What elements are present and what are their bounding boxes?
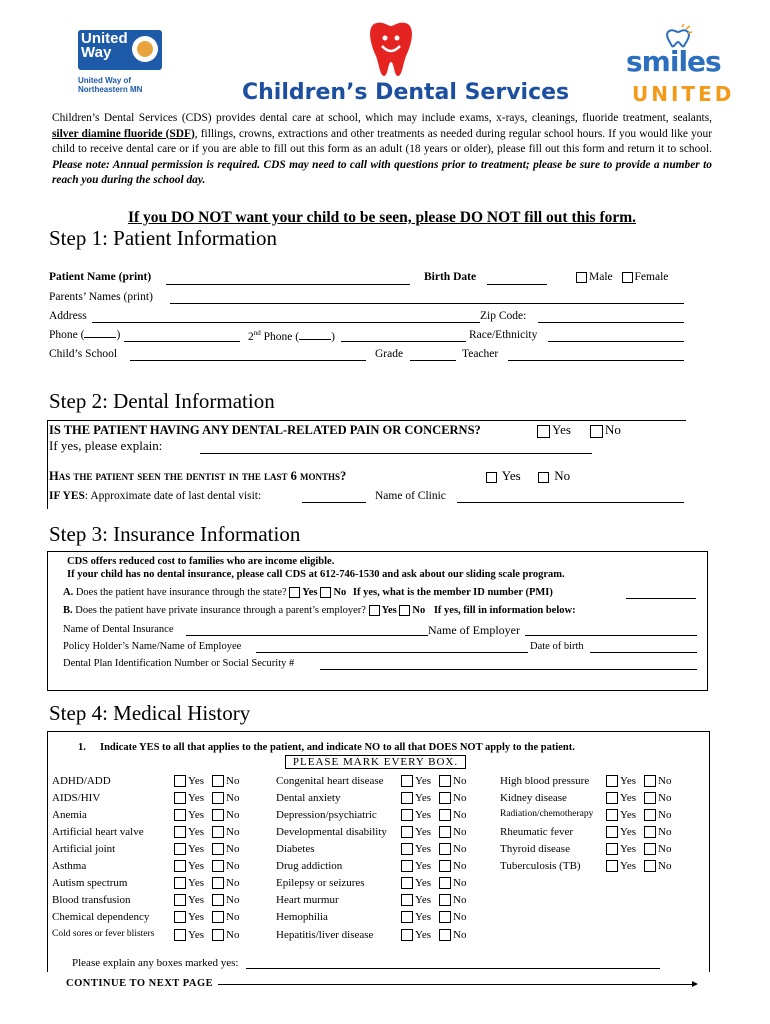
yes-checkbox[interactable] (174, 775, 186, 787)
yes-checkbox[interactable] (401, 894, 413, 906)
pmi-label: If yes, what is the member ID number (PMI) (352, 587, 553, 598)
pmi-field[interactable] (626, 598, 696, 599)
yes-checkbox[interactable] (606, 809, 618, 821)
no-label: No (453, 860, 467, 872)
yes-no-options (401, 877, 466, 889)
last-visit-text: : Approximate date of last dental visit: (84, 490, 262, 502)
sex-options (576, 271, 668, 283)
phone2-area-field[interactable] (299, 339, 331, 340)
policy-holder-label: Policy Holder’s Name/Name of Employee (63, 641, 242, 652)
step3-heading: Step 3: Insurance Information (49, 522, 301, 546)
condition-label: Developmental disability (276, 826, 387, 838)
intro-part2: , fillings, crowns, extractions and other treatments as needed during regular school hours. If you would like your child to receive dental care or if you are able to fill out this form as an adult (18 years or older), please fill out this form and return it to school. (52, 127, 712, 155)
address-field[interactable] (92, 322, 480, 323)
step4-heading: Step 4: Medical History (49, 701, 251, 725)
yes-checkbox[interactable] (401, 843, 413, 855)
female-label: Female (634, 271, 669, 283)
a-question: Does the patient have insurance through the state? (73, 587, 287, 598)
yes-label: Yes (188, 843, 205, 855)
male-checkbox[interactable] (576, 272, 587, 283)
no-label: No (226, 877, 240, 889)
zip-field[interactable] (538, 322, 684, 323)
yes-checkbox[interactable] (174, 792, 186, 804)
no-label: No (453, 843, 467, 855)
yes-checkbox[interactable] (174, 929, 186, 941)
yes-no-options (401, 894, 466, 906)
no-label: No (658, 860, 672, 872)
no-label: No (453, 775, 467, 787)
zip-label: Zip Code: (480, 310, 527, 322)
yes-label: Yes (415, 826, 432, 838)
page-title: Children’s Dental Services (242, 80, 570, 105)
condition-label: Asthma (52, 860, 87, 872)
private-no-checkbox[interactable] (399, 605, 410, 616)
yes-label: Yes (415, 792, 432, 804)
phone-label (49, 329, 120, 341)
grade-label: Grade (375, 348, 404, 360)
yes-label: Yes (620, 809, 637, 821)
yes-no-options (174, 826, 239, 838)
state-yes-label: Yes (302, 587, 318, 598)
condition-label: Rheumatic fever (500, 826, 573, 838)
plan-id-field[interactable] (320, 669, 697, 670)
no-label: No (226, 826, 240, 838)
yes-no-options (606, 775, 671, 787)
step1-heading: Step 1: Patient Information (49, 226, 278, 250)
male-label: Male (589, 271, 613, 283)
no-checkbox[interactable] (439, 826, 451, 838)
pain-no-checkbox[interactable] (590, 425, 603, 438)
yes-no-options (606, 843, 671, 855)
condition-label: Blood transfusion (52, 894, 131, 906)
yes-no-options (401, 792, 466, 804)
phone2-label (248, 329, 335, 343)
yes-label: Yes (620, 792, 637, 804)
yes-checkbox[interactable] (401, 929, 413, 941)
no-checkbox[interactable] (212, 826, 224, 838)
explain-label: If yes, please explain: (49, 438, 163, 453)
state-yes-checkbox[interactable] (289, 587, 300, 598)
explain-field[interactable] (200, 453, 592, 454)
yes-checkbox[interactable] (174, 894, 186, 906)
condition-label: Heart murmur (276, 894, 339, 906)
no-label: No (453, 877, 467, 889)
no-checkbox[interactable] (439, 911, 451, 923)
yes-label: Yes (188, 826, 205, 838)
yes-checkbox[interactable] (401, 792, 413, 804)
no-checkbox[interactable] (212, 860, 224, 872)
yes-label: Yes (188, 775, 205, 787)
yes-no-options (174, 929, 239, 941)
yes-no-options (174, 877, 239, 889)
a-label: A. (63, 587, 74, 598)
policy-holder-field[interactable] (256, 652, 528, 653)
phone2-sup: nd (253, 329, 261, 337)
holder-dob-label: Date of birth (530, 641, 584, 652)
no-label: No (453, 929, 467, 941)
phone-close: ) (116, 329, 121, 341)
intro-note: Please note: Annual permission is required. CDS may need to call with questions prior to treatment; please be sure to provide a number to reach you during the school day. (52, 158, 712, 186)
no-checkbox[interactable] (439, 929, 451, 941)
private-insurance-question (63, 605, 576, 616)
no-label: No (226, 929, 240, 941)
employer-field[interactable] (525, 635, 697, 636)
yes-label: Yes (188, 894, 205, 906)
yes-label: Yes (188, 929, 205, 941)
plan-id-label: Dental Plan Identification Number or Social Security # (63, 658, 295, 669)
condition-label: Cold sores or fever blisters (52, 929, 155, 939)
condition-label: Thyroid disease (500, 843, 570, 855)
seen-question: Has the patient seen the dentist in the last 6 months? (49, 469, 347, 483)
yes-checkbox[interactable] (401, 860, 413, 872)
yes-checkbox[interactable] (401, 775, 413, 787)
no-checkbox[interactable] (644, 843, 656, 855)
yes-checkbox[interactable] (401, 911, 413, 923)
uw-sub-line2: Northeastern MN (78, 85, 143, 94)
condition-label: Hemophilia (276, 911, 328, 923)
address-label: Address (49, 310, 87, 322)
yes-label: Yes (415, 775, 432, 787)
yes-checkbox[interactable] (174, 860, 186, 872)
condition-label: Hepatitis/liver disease (276, 929, 374, 941)
do-not-fill-warning: If you DO NOT want your child to be seen, please DO NOT fill out this form. (127, 209, 637, 226)
yes-label: Yes (415, 877, 432, 889)
pain-yes-checkbox[interactable] (537, 425, 550, 438)
intro-part1: Children’s Dental Services (CDS) provides dental care at school, which may include exams, x-rays, cleanings, fluoride treatment, sealants, (52, 112, 712, 124)
no-checkbox[interactable] (439, 894, 451, 906)
race-label: Race/Ethnicity (469, 329, 538, 341)
explain-yes-label: Please explain any boxes marked yes: (72, 957, 239, 969)
no-checkbox[interactable] (644, 792, 656, 804)
if-yes-label: IF YES (49, 490, 85, 502)
condition-label: ADHD/ADD (52, 775, 111, 787)
no-label: No (658, 826, 672, 838)
condition-label: Tuberculosis (TB) (500, 860, 581, 872)
state-no-label: No (333, 587, 347, 598)
no-checkbox[interactable] (212, 929, 224, 941)
state-insurance-question (63, 587, 553, 598)
no-checkbox[interactable] (644, 809, 656, 821)
yes-label: Yes (188, 911, 205, 923)
clinic-label: Name of Clinic (375, 490, 446, 502)
condition-label: Depression/psychiatric (276, 809, 377, 821)
yes-label: Yes (620, 843, 637, 855)
phone2-post: Phone ( (260, 330, 300, 343)
seen-no-option (538, 468, 570, 484)
no-checkbox[interactable] (212, 894, 224, 906)
yes-checkbox[interactable] (174, 826, 186, 838)
yes-checkbox[interactable] (606, 775, 618, 787)
united-logo-text: UNITED (632, 82, 735, 106)
no-label: No (226, 809, 240, 821)
no-label: No (453, 894, 467, 906)
yes-no-options (174, 809, 239, 821)
teacher-field[interactable] (508, 360, 684, 361)
no-label: No (453, 826, 467, 838)
clinic-field[interactable] (457, 502, 684, 503)
yes-label: Yes (620, 860, 637, 872)
no-checkbox[interactable] (439, 860, 451, 872)
yes-checkbox[interactable] (401, 809, 413, 821)
yes-no-options (174, 860, 239, 872)
no-label: No (658, 775, 672, 787)
yes-checkbox[interactable] (606, 826, 618, 838)
no-label: No (226, 792, 240, 804)
uw-sub-line1: United Way of (78, 76, 132, 85)
no-insurance-text: If your child has no dental insurance, please call CDS at 612-746-1530 and ask about our sliding scale program. (67, 569, 565, 580)
condition-label: Autism spectrum (52, 877, 128, 889)
condition-label: Artificial heart valve (52, 826, 144, 838)
step2-heading: Step 2: Dental Information (49, 389, 275, 413)
no-checkbox[interactable] (439, 843, 451, 855)
insurance-name-label: Name of Dental Insurance (63, 624, 174, 635)
no-label: No (453, 809, 467, 821)
patient-name-label: Patient Name (print) (49, 271, 152, 283)
no-label: No (453, 911, 467, 923)
teacher-label: Teacher (462, 348, 499, 360)
yes-no-options (401, 911, 466, 923)
smiles-logo-text: smiles (626, 45, 721, 78)
no-label: No (658, 792, 672, 804)
no-checkbox[interactable] (212, 877, 224, 889)
no-label: No (226, 775, 240, 787)
no-checkbox[interactable] (439, 775, 451, 787)
yes-checkbox[interactable] (174, 809, 186, 821)
phone-field[interactable] (124, 341, 240, 342)
condition-label: Radiation/chemotherapy (500, 809, 594, 819)
private-yes-checkbox[interactable] (369, 605, 380, 616)
pain-yes-option (537, 422, 571, 438)
parents-label: Parents’ Names (print) (49, 291, 153, 303)
phone2-field[interactable] (341, 341, 466, 342)
condition-label: Diabetes (276, 843, 315, 855)
instruction-number: 1. (78, 742, 86, 753)
no-label: No (226, 911, 240, 923)
yes-label: Yes (415, 860, 432, 872)
yes-no-options (606, 860, 671, 872)
yes-label: Yes (415, 809, 432, 821)
condition-label: Chemical dependency (52, 911, 150, 923)
yes-checkbox[interactable] (174, 843, 186, 855)
seen-yes-label: Yes (501, 468, 521, 483)
pain-no-label: No (605, 422, 621, 437)
yes-label: Yes (188, 860, 205, 872)
b-label: B. (63, 605, 73, 616)
school-field[interactable] (130, 360, 366, 361)
no-checkbox[interactable] (644, 826, 656, 838)
united-way-logo-text: United Way (81, 30, 128, 61)
yes-label: Yes (620, 826, 637, 838)
pain-yes-label: Yes (552, 422, 571, 437)
yes-checkbox[interactable] (606, 860, 618, 872)
yes-label: Yes (415, 929, 432, 941)
parents-field[interactable] (170, 303, 684, 304)
condition-label: Anemia (52, 809, 87, 821)
seen-yes-checkbox[interactable] (486, 472, 497, 483)
condition-label: Epilepsy or seizures (276, 877, 365, 889)
holder-dob-field[interactable] (590, 652, 697, 653)
yes-no-options (174, 843, 239, 855)
phone-open: Phone ( (49, 329, 85, 341)
seen-yes-option (486, 468, 521, 484)
grade-field[interactable] (410, 360, 456, 361)
mark-every-box-label: PLEASE MARK EVERY BOX. (285, 755, 466, 769)
no-checkbox[interactable] (212, 843, 224, 855)
birth-date-label: Birth Date (424, 271, 477, 283)
race-field[interactable] (548, 341, 684, 342)
no-checkbox[interactable] (212, 809, 224, 821)
no-label: No (226, 843, 240, 855)
yes-no-options (401, 929, 466, 941)
reduced-cost-text: CDS offers reduced cost to families who are income eligible. (67, 556, 335, 567)
female-checkbox[interactable] (622, 272, 633, 283)
yes-label: Yes (415, 911, 432, 923)
yes-label: Yes (188, 809, 205, 821)
yes-no-options (401, 843, 466, 855)
yes-checkbox[interactable] (606, 843, 618, 855)
no-checkbox[interactable] (212, 911, 224, 923)
no-label: No (453, 792, 467, 804)
yes-checkbox[interactable] (401, 877, 413, 889)
continue-arrow-icon (218, 984, 696, 985)
instruction-text: Indicate YES to all that applies to the patient, and indicate NO to all that DOES NOT apply to the patient. (100, 742, 575, 753)
yes-no-options (401, 809, 466, 821)
no-checkbox[interactable] (439, 809, 451, 821)
intro-sdf: silver diamine fluoride (SDF) (52, 127, 195, 140)
condition-label: Kidney disease (500, 792, 567, 804)
condition-label: Dental anxiety (276, 792, 341, 804)
birth-date-field[interactable] (487, 284, 547, 285)
united-way-subtitle (78, 76, 142, 94)
condition-label: AIDS/HIV (52, 792, 101, 804)
b-question: Does the patient have private insurance through a parent’s employer? (72, 605, 366, 616)
yes-checkbox[interactable] (401, 826, 413, 838)
no-checkbox[interactable] (644, 860, 656, 872)
state-no-checkbox[interactable] (320, 587, 331, 598)
phone2-close: ) (331, 330, 335, 343)
pain-no-option (590, 422, 621, 438)
no-checkbox[interactable] (212, 792, 224, 804)
phone-area-field[interactable] (84, 337, 116, 338)
yes-no-options (401, 860, 466, 872)
last-visit-label (49, 490, 261, 502)
yes-checkbox[interactable] (174, 911, 186, 923)
condition-label: Artificial joint (52, 843, 116, 855)
yes-no-options (606, 809, 671, 821)
yes-label: Yes (188, 792, 205, 804)
yes-checkbox[interactable] (174, 877, 186, 889)
no-checkbox[interactable] (439, 877, 451, 889)
private-no-label: No (412, 605, 426, 616)
condition-label: High blood pressure (500, 775, 590, 787)
no-label: No (226, 860, 240, 872)
seen-no-label: No (554, 468, 571, 483)
employer-label: Name of Employer (428, 623, 520, 637)
seen-no-checkbox[interactable] (538, 472, 549, 483)
continue-label: CONTINUE TO NEXT PAGE (66, 978, 214, 989)
no-checkbox[interactable] (644, 775, 656, 787)
explain-yes-field[interactable] (246, 968, 660, 969)
yes-no-options (606, 826, 671, 838)
school-label: Child’s School (49, 348, 118, 360)
intro-paragraph (52, 111, 712, 189)
fill-info-label: If yes, fill in information below: (433, 605, 576, 616)
yes-no-options (401, 775, 466, 787)
private-yes-label: Yes (381, 605, 397, 616)
yes-label: Yes (415, 843, 432, 855)
yes-no-options (174, 792, 239, 804)
yes-checkbox[interactable] (606, 792, 618, 804)
no-checkbox[interactable] (439, 792, 451, 804)
tooth-mascot-icon (368, 20, 414, 78)
patient-name-field[interactable] (166, 284, 410, 285)
phone2-pre: 2 (248, 330, 254, 343)
no-label: No (658, 809, 672, 821)
last-visit-field[interactable] (302, 502, 366, 503)
insurance-name-field[interactable] (186, 635, 428, 636)
condition-label: Congenital heart disease (276, 775, 384, 787)
no-label: No (658, 843, 672, 855)
pain-question: IS THE PATIENT HAVING ANY DENTAL-RELATED PAIN OR CONCERNS? (49, 423, 481, 437)
yes-label: Yes (620, 775, 637, 787)
yes-no-options (606, 792, 671, 804)
yes-label: Yes (188, 877, 205, 889)
yes-no-options (174, 894, 239, 906)
no-checkbox[interactable] (212, 775, 224, 787)
yes-no-options (174, 911, 239, 923)
yes-no-options (174, 775, 239, 787)
united-way-logo (78, 30, 162, 70)
no-label: No (226, 894, 240, 906)
yes-label: Yes (415, 894, 432, 906)
condition-label: Drug addiction (276, 860, 343, 872)
helping-hand-icon (132, 36, 158, 62)
yes-no-options (401, 826, 466, 838)
